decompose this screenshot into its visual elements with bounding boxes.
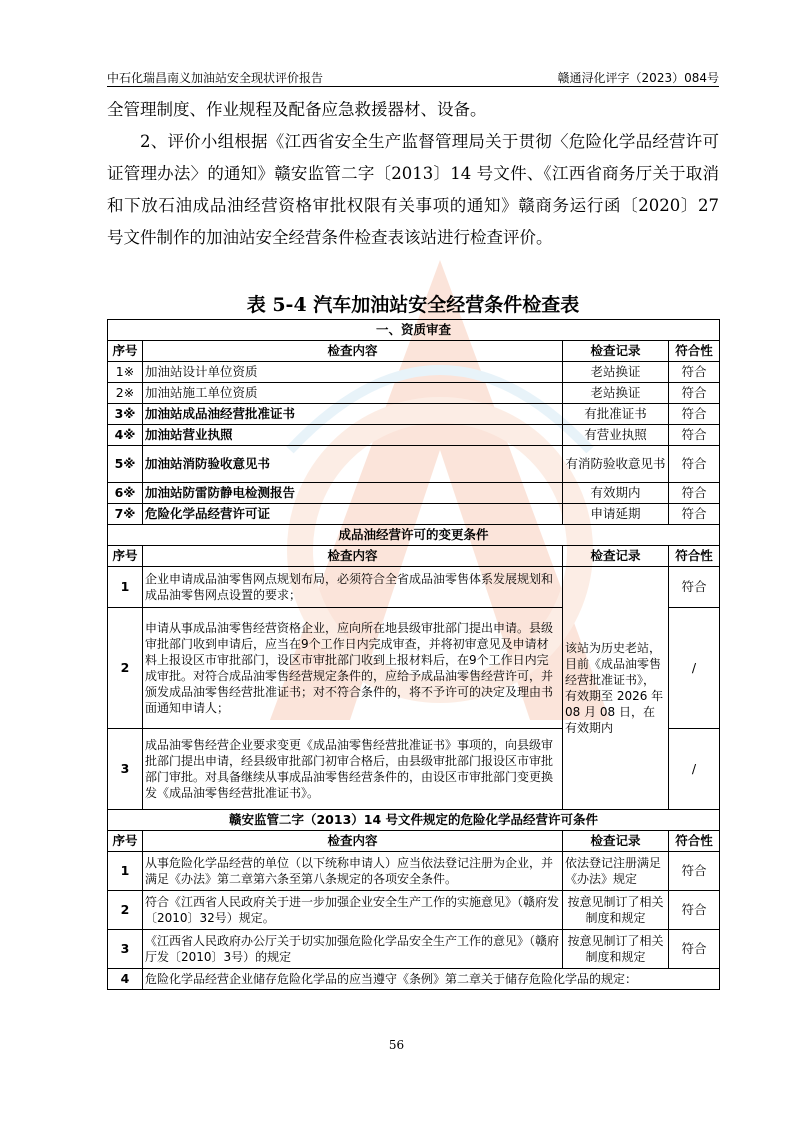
table-row — [108, 362, 720, 383]
row-record: 按意见制订了相关制度和规定 — [563, 891, 669, 930]
row-no: 1※ — [108, 362, 143, 383]
col-conform: 符合性 — [669, 341, 720, 362]
row-record: 有效期内 — [563, 483, 669, 504]
header-report-number: 赣通浔化评字（2023）084号 — [557, 71, 719, 85]
row-conform: 符合 — [669, 930, 720, 969]
row-content: 符合《江西省人民政府关于进一步加强企业安全生产工作的实施意见》（赣府发〔2010〕32号）规定。 — [143, 891, 563, 930]
row-no: 4 — [108, 969, 143, 990]
row-no: 6※ — [108, 483, 143, 504]
page-number: 56 — [388, 1038, 405, 1052]
row-conform: 符合 — [669, 852, 720, 891]
section3-title: 赣安监管二字（2013）14 号文件规定的危险化学品经营许可条件 — [108, 810, 720, 831]
section2-title: 成品油经营许可的变更条件 — [108, 525, 720, 546]
row-no: 5※ — [108, 446, 143, 483]
row-record: 按意见制订了相关制度和规定 — [563, 930, 669, 969]
row-content: 危险化学品经营企业储存危险化学品的应当遵守《条例》第二章关于储存危险化学品的规定： — [143, 969, 720, 990]
row-conform: 符合 — [669, 362, 720, 383]
row-content: 从事危险化学品经营的单位（以下统称申请人）应当依法登记注册为企业，并满足《办法》第二章第六条至第八条规定的各项安全条件。 — [143, 852, 563, 891]
col-content: 检查内容 — [143, 546, 563, 567]
row-content: 加油站消防验收意见书 — [143, 446, 563, 483]
merged-record: 该站为历史老站，目前《成品油零售经营批准证书》，有效期至 2026 年 08 月 08 日，在有效期内 — [563, 567, 669, 810]
row-no: 7※ — [108, 504, 143, 525]
table-row — [108, 383, 720, 404]
column-header-row — [108, 831, 720, 852]
row-conform: / — [669, 608, 720, 729]
row-content: 加油站营业执照 — [143, 425, 563, 446]
paragraph-2: 2、评价小组根据《江西省安全生产监督管理局关于贯彻〈危险化学品经营许可证管理办法〉的通知》赣安监管二字〔2013〕14 号文件、《江西省商务厅关于取消和下放石油成品油经营资格审批权限有关事项的通知》赣商务运行函〔2020〕27 号文件制作的加油站安全经营条件检查表该站进行检查评价。 — [107, 132, 719, 247]
col-no: 序号 — [108, 831, 143, 852]
row-conform: 符合 — [669, 425, 720, 446]
section-header — [108, 320, 720, 341]
row-content: 危险化学品经营许可证 — [143, 504, 563, 525]
section-header — [108, 810, 720, 831]
col-record: 检查记录 — [563, 831, 669, 852]
row-no: 3※ — [108, 404, 143, 425]
row-conform: 符合 — [669, 383, 720, 404]
table-row — [108, 969, 720, 990]
header-left-title: 中石化瑞昌南义加油站安全现状评价报告 — [107, 71, 324, 85]
col-record: 检查记录 — [563, 546, 669, 567]
paragraph-1: 全管理制度、作业规程及配备应急救援器材、设备。 — [107, 100, 487, 119]
row-no: 1 — [108, 852, 143, 891]
table-row — [108, 504, 720, 525]
row-no: 1 — [108, 567, 143, 608]
row-content: 申请从事成品油零售经营资格企业，应向所在地县级审批部门提出申请。县级审批部门收到申请后，应当在9个工作日内完成审查，并将初审意见及申请材料上报设区市审批部门，设区市审批部门收到上报材料后，在9个工作日内完成审批。对符合成品油零售经营规定条件的，应给予成品油零售经营许可，并颁发成品油零售经营批准证书；对不符合条件的，将不予许可的决定及理由书面通知申请人； — [143, 608, 563, 729]
table-row — [108, 930, 720, 969]
row-conform: / — [669, 729, 720, 810]
row-record: 有营业执照 — [563, 425, 669, 446]
page-header — [107, 66, 719, 87]
col-content: 检查内容 — [143, 341, 563, 362]
row-content: 加油站施工单位资质 — [143, 383, 563, 404]
row-conform: 符合 — [669, 483, 720, 504]
row-record: 申请延期 — [563, 504, 669, 525]
table-row — [108, 446, 720, 483]
col-no: 序号 — [108, 341, 143, 362]
row-conform: 符合 — [669, 504, 720, 525]
table-title: 表 5-4 汽车加油站安全经营条件检查表 — [246, 294, 580, 316]
row-content: 加油站成品油经营批准证书 — [143, 404, 563, 425]
table-row — [108, 852, 720, 891]
row-no: 3 — [108, 930, 143, 969]
row-record: 有批准证书 — [563, 404, 669, 425]
row-conform: 符合 — [669, 891, 720, 930]
section-header — [108, 525, 720, 546]
table-row — [108, 404, 720, 425]
row-record: 老站换证 — [563, 362, 669, 383]
row-no: 2 — [108, 608, 143, 729]
row-content: 加油站防雷防静电检测报告 — [143, 483, 563, 504]
table-row — [108, 567, 720, 608]
row-no: 3 — [108, 729, 143, 810]
column-header-row — [108, 341, 720, 362]
row-content: 企业申请成品油零售网点规划布局，必须符合全省成品油零售体系发展规划和成品油零售网点设置的要求； — [143, 567, 563, 608]
col-conform: 符合性 — [669, 831, 720, 852]
column-header-row — [108, 546, 720, 567]
row-content: 成品油零售经营企业要求变更《成品油零售经营批准证书》事项的，向县级审批部门提出申请，经县级审批部门初审合格后，由县级审批部门报设区市审批部门审批。对具备继续从事成品油零售经营条件的，由设区市审批部门变更换发《成品油零售经营批准证书》。 — [143, 729, 563, 810]
row-no: 2 — [108, 891, 143, 930]
row-record: 有消防验收意见书 — [563, 446, 669, 483]
table-row — [108, 483, 720, 504]
col-record: 检查记录 — [563, 341, 669, 362]
row-record: 依法登记注册满足《办法》规定 — [563, 852, 669, 891]
col-content: 检查内容 — [143, 831, 563, 852]
row-conform: 符合 — [669, 404, 720, 425]
row-no: 4※ — [108, 425, 143, 446]
row-record: 老站换证 — [563, 383, 669, 404]
check-table — [107, 319, 720, 990]
col-conform: 符合性 — [669, 546, 720, 567]
col-no: 序号 — [108, 546, 143, 567]
row-content: 加油站设计单位资质 — [143, 362, 563, 383]
section1-title: 一、资质审查 — [108, 320, 720, 341]
table-row — [108, 425, 720, 446]
row-conform: 符合 — [669, 567, 720, 608]
table-row — [108, 891, 720, 930]
row-conform: 符合 — [669, 446, 720, 483]
row-content: 《江西省人民政府办公厅关于切实加强危险化学品安全生产工作的意见》（赣府厅发〔2010〕3号）的规定 — [143, 930, 563, 969]
row-no: 2※ — [108, 383, 143, 404]
